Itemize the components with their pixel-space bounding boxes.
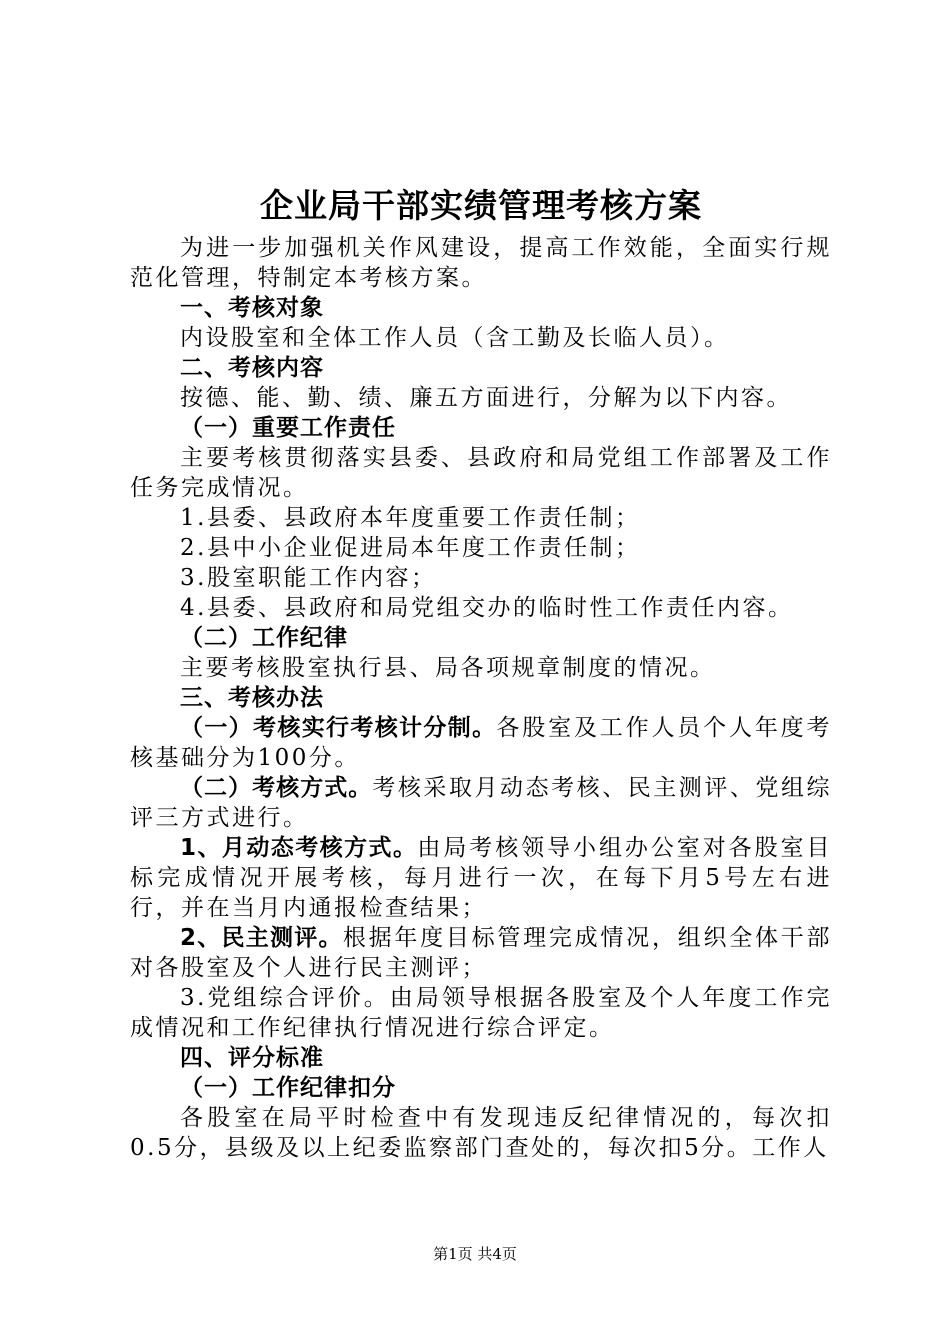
section-3-p3-text: 由局考核领导小组办公室对各股室目标完成情况开展考核，每月进行一次，在每下月5号左右进行，并在当月内通报检查结果； (130, 835, 832, 921)
section-1-text: 内设股室和全体工作人员（含工勤及长临人员）。 (180, 325, 730, 351)
section-3-paragraph-1 (130, 713, 832, 773)
section-4-heading: 四、评分标准 (180, 1045, 324, 1071)
intro-paragraph: 为进一步加强机关作风建设，提高工作效能，全面实行规范化管理，特制定本考核方案。 (130, 235, 832, 291)
section-3-paragraph-4 (130, 923, 832, 983)
section-2-sub2-text: 主要考核股室执行县、局各项规章制度的情况。 (180, 655, 716, 681)
section-3-p3-lead: 1、月动态考核方式。 (180, 835, 418, 861)
list-item: 1.县委、县政府本年度重要工作责任制； (180, 505, 641, 531)
section-2-sub2-heading: （二）工作纪律 (180, 625, 348, 651)
section-3-p2-text: 考核采取月动态考核、民主测评、党组综评三方式进行。 (130, 775, 833, 831)
section-3-paragraph-2 (130, 773, 832, 833)
section-3-paragraph-3 (130, 833, 832, 923)
document-body (130, 183, 832, 1163)
section-3-p1-lead: （一）考核实行考核计分制。 (180, 715, 497, 741)
section-3-paragraph-5: 3.党组综合评价。由局领导根据各股室及个人年度工作完成情况和工作纪律执行情况进行综合评定。 (130, 985, 832, 1041)
section-3-heading: 三、考核办法 (180, 685, 324, 711)
document-title: 企业局干部实绩管理考核方案 (260, 186, 702, 225)
section-3-p2-lead: （二）考核方式。 (180, 775, 373, 801)
section-4-sub1-heading: （一）工作纪律扣分 (180, 1075, 396, 1101)
page-number: 第1页 共4页 (433, 1245, 517, 1263)
section-1-heading: 一、考核对象 (180, 295, 324, 321)
section-2-sub1-heading: （一）重要工作责任 (180, 415, 396, 441)
section-2-heading: 二、考核内容 (180, 355, 324, 381)
section-3-p4-lead: 2、民主测评。 (180, 925, 343, 951)
list-item: 4.县委、县政府和局党组交办的临时性工作责任内容。 (180, 595, 794, 621)
section-3-p1-text: 各股室及工作人员个人年度考核基础分为100分。 (130, 715, 833, 771)
list-item: 3.股室职能工作内容； (180, 565, 437, 591)
section-4-sub1-text: 各股室在局平时检查中有发现违反纪律情况的，每次扣0.5分，县级及以上纪委监察部门查处的，每次扣5分。工作人 (130, 1105, 832, 1161)
list-item: 2.县中小企业促进局本年度工作责任制； (180, 535, 641, 561)
section-3-p4-text: 根据年度目标管理完成情况，组织全体干部对各股室及个人进行民主测评； (130, 925, 832, 981)
section-2-text: 按德、能、勤、绩、廉五方面进行，分解为以下内容。 (180, 385, 792, 411)
section-2-sub1-text: 主要考核贯彻落实县委、县政府和局党组工作部署及工作任务完成情况。 (130, 445, 832, 501)
